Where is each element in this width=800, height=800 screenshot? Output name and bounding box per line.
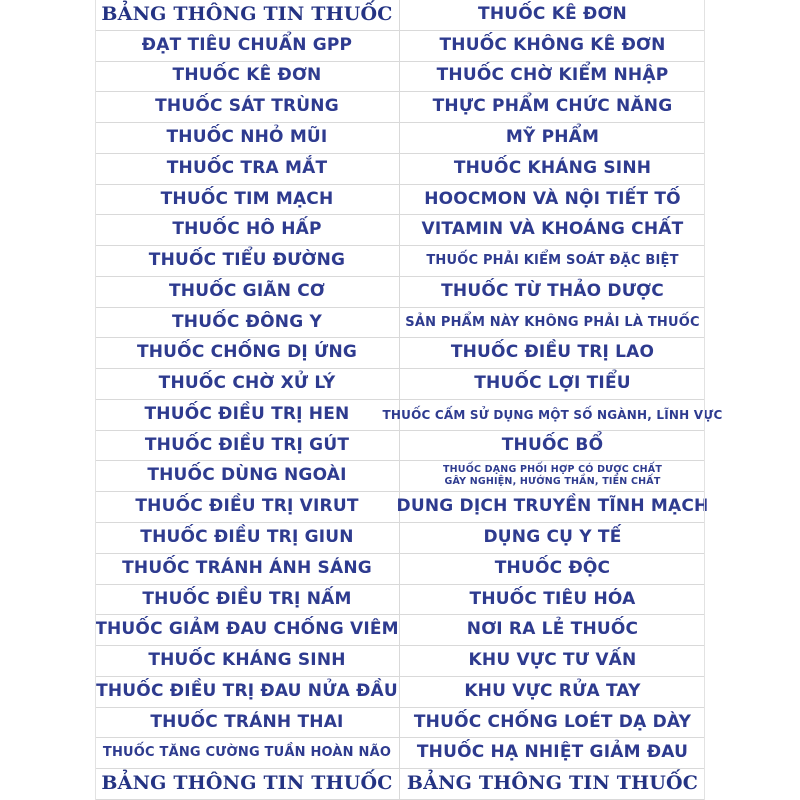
label-cell: THUỐC KHÔNG KÊ ĐƠN (400, 31, 705, 62)
label-cell: THUỐC TĂNG CƯỜNG TUẦN HOÀN NÃO (95, 738, 400, 769)
label-cell: THUỐC KÊ ĐƠN (95, 62, 400, 93)
label-cell: THUỐC ĐIỀU TRỊ ĐAU NỬA ĐẦU (95, 677, 400, 708)
label-cell: THUỐC HẠ NHIỆT GIẢM ĐAU (400, 738, 705, 769)
label-cell: THUỐC CHỜ XỬ LÝ (95, 369, 400, 400)
label-cell: THUỐC CHỐNG LOÉT DẠ DÀY (400, 708, 705, 739)
label-cell: THUỐC ĐIỀU TRỊ NẤM (95, 585, 400, 616)
label-cell: THUỐC ĐIỀU TRỊ HEN (95, 400, 400, 431)
label-cell: THUỐC LỢI TIỂU (400, 369, 705, 400)
label-cell: SẢN PHẨM NÀY KHÔNG PHẢI LÀ THUỐC (400, 308, 705, 339)
label-cell: THUỐC KHÁNG SINH (95, 646, 400, 677)
label-cell: THUỐC SÁT TRÙNG (95, 92, 400, 123)
label-cell: THUỐC ĐÔNG Y (95, 308, 400, 339)
label-cell: THUỐC CHỐNG DỊ ỨNG (95, 338, 400, 369)
sheet-title: BẢNG THÔNG TIN THUỐC (95, 769, 400, 800)
label-cell: DỤNG CỤ Y TẾ (400, 523, 705, 554)
label-cell: THUỐC GIẢM ĐAU CHỐNG VIÊM (95, 615, 400, 646)
label-cell: THUỐC DÙNG NGOÀI (95, 461, 400, 492)
label-cell: HOOCMON VÀ NỘI TIẾT TỐ (400, 185, 705, 216)
label-cell: THUỐC CẤM SỬ DỤNG MỘT SỐ NGÀNH, LĨNH VỰC (400, 400, 705, 431)
sheet-title: BẢNG THÔNG TIN THUỐC (400, 769, 705, 800)
label-sheet (95, 0, 723, 800)
label-cell: THUỐC ĐIỀU TRỊ VIRUT (95, 492, 400, 523)
label-cell: ĐẠT TIÊU CHUẨN GPP (95, 31, 400, 62)
label-cell: THUỐC KÊ ĐƠN (400, 0, 705, 31)
label-cell: THUỐC KHÁNG SINH (400, 154, 705, 185)
label-cell: THUỐC TIM MẠCH (95, 185, 400, 216)
label-cell: MỸ PHẨM (400, 123, 705, 154)
label-cell: VITAMIN VÀ KHOÁNG CHẤT (400, 215, 705, 246)
label-cell: THUỐC ĐIỀU TRỊ LAO (400, 338, 705, 369)
label-cell: NƠI RA LẺ THUỐC (400, 615, 705, 646)
label-cell: THUỐC TRÁNH THAI (95, 708, 400, 739)
label-cell: THUỐC TRÁNH ÁNH SÁNG (95, 554, 400, 585)
sheet-title: BẢNG THÔNG TIN THUỐC (95, 0, 400, 31)
label-cell: THUỐC ĐIỀU TRỊ GIUN (95, 523, 400, 554)
label-cell: THUỐC NHỎ MŨI (95, 123, 400, 154)
label-cell: KHU VỰC TƯ VẤN (400, 646, 705, 677)
label-cell: THUỐC HÔ HẤP (95, 215, 400, 246)
label-cell: THUỐC ĐỘC (400, 554, 705, 585)
label-cell: THUỐC ĐIỀU TRỊ GÚT (95, 431, 400, 462)
label-line: GÂY NGHIỆN, HƯỚNG THẦN, TIỀN CHẤT (444, 476, 661, 488)
label-cell: THUỐC CHỜ KIỂM NHẬP (400, 62, 705, 93)
label-cell: THỰC PHẨM CHỨC NĂNG (400, 92, 705, 123)
label-cell: KHU VỰC RỬA TAY (400, 677, 705, 708)
label-line: THUỐC DẠNG PHỐI HỢP CÓ DƯỢC CHẤT (442, 464, 663, 476)
label-cell: THUỐC TRA MẮT (95, 154, 400, 185)
label-cell: DUNG DỊCH TRUYỀN TĨNH MẠCH (400, 492, 705, 523)
label-cell: THUỐC TIÊU HÓA (400, 585, 705, 616)
label-cell: THUỐC BỔ (400, 431, 705, 462)
label-cell: THUỐC PHẢI KIỂM SOÁT ĐẶC BIỆT (400, 246, 705, 277)
label-cell: THUỐC TỪ THẢO DƯỢC (400, 277, 705, 308)
label-cell: THUỐC GIÃN CƠ (95, 277, 400, 308)
label-cell: THUỐC TIỂU ĐƯỜNG (95, 246, 400, 277)
label-cell (400, 461, 705, 492)
